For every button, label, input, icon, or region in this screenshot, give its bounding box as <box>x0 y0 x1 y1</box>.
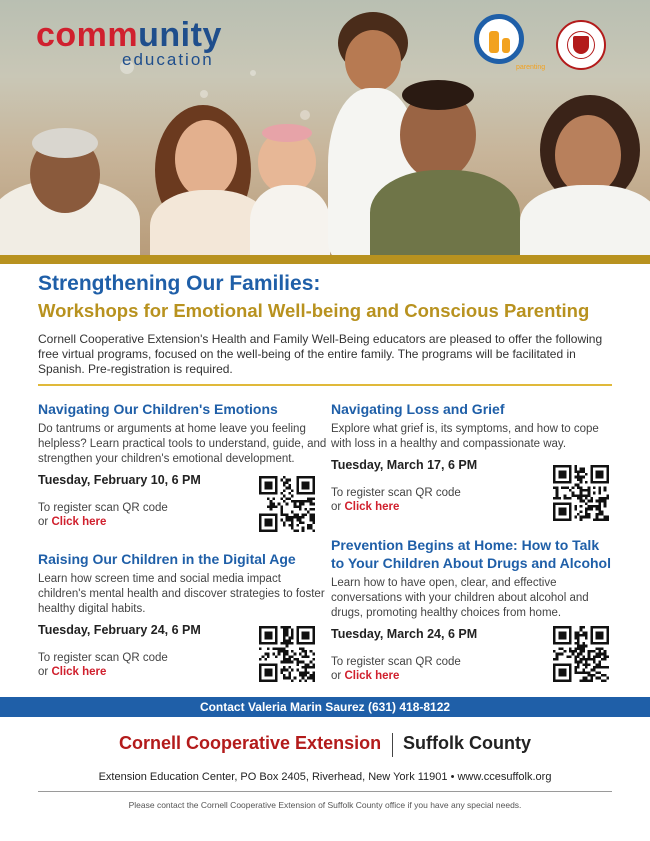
workshop-date: Tuesday, February 24, 6 PM <box>38 623 201 637</box>
organization-address: Extension Education Center, PO Box 2405, Riverhead, New York 11901 • www.ccesuffolk.org <box>98 771 552 783</box>
workshop-date: Tuesday, February 10, 6 PM <box>38 473 201 487</box>
bubble <box>200 90 208 98</box>
footer-note: Please contact the Cornell Cooperative Extension of Suffolk County office if you have any special needs. <box>128 800 522 810</box>
organization-separator <box>392 733 393 757</box>
organization-banner <box>0 733 650 757</box>
hero-photo <box>0 0 650 255</box>
contact-text: Contact Valeria Marin Saurez (631) 418-8122 <box>199 700 451 714</box>
workshop-description: Learn how to have open, clear, and effective conversations with your children about alcohol and drugs, promoting healthy choices from home. <box>331 577 589 619</box>
bubble <box>300 110 310 120</box>
register-instruction: To register scan QR code <box>331 656 461 668</box>
qr-code[interactable] <box>259 626 315 682</box>
or-text: or <box>38 516 49 528</box>
register-link[interactable]: Click here <box>51 516 107 528</box>
qr-code[interactable] <box>259 476 315 532</box>
register-instruction: To register scan QR code <box>38 652 168 664</box>
or-text: or <box>38 666 49 678</box>
parenting-logo-text: parenting <box>516 64 546 71</box>
register-instruction: To register scan QR code <box>331 487 461 499</box>
intro-paragraph: Cornell Cooperative Extension's Health and Family Well-Being educators are pleased to offer the following free virtual programs, focused on the well-being of the entire family. The programs will be facilitated in Spanish. Pre-registration is required. <box>38 332 603 376</box>
organization-county: Suffolk County <box>402 733 531 754</box>
workshop-title: Navigating Loss and Grief <box>331 401 505 417</box>
workshop-date: Tuesday, March 24, 6 PM <box>331 627 478 641</box>
workshop-title: Raising Our Children in the Digital Age <box>38 551 296 567</box>
register-link[interactable]: Click here <box>344 501 400 513</box>
register-link[interactable]: Click here <box>344 670 400 682</box>
workshop-description: Learn how screen time and social media impact children's mental health and discover strategies to foster healthy digital habits. <box>38 573 325 615</box>
page-title: Strengthening Our Families: <box>38 272 321 295</box>
register-instruction: To register scan QR code <box>38 502 168 514</box>
workshop-title: Prevention Begins at Home: How to Talk to Your Children About Drugs and Alcohol <box>331 537 611 571</box>
register-link[interactable]: Click here <box>51 666 107 678</box>
contact-bar <box>0 697 650 717</box>
page-subtitle: Workshops for Emotional Well-being and Conscious Parenting <box>38 300 590 321</box>
or-text: or <box>331 501 342 513</box>
parenting-logo <box>474 14 524 64</box>
logo-text-education: education <box>122 50 214 69</box>
community-education-logo <box>36 18 222 70</box>
qr-code[interactable] <box>553 626 609 682</box>
cornell-university-seal <box>556 20 606 70</box>
or-text: or <box>331 670 342 682</box>
footer-divider <box>38 791 612 792</box>
logo-text-comm: comm <box>36 16 139 54</box>
workshop-title: Navigating Our Children's Emotions <box>38 401 278 417</box>
gold-divider-bar <box>0 255 650 264</box>
qr-code[interactable] <box>553 465 609 521</box>
bubble <box>250 70 256 76</box>
logo-text-unity: unity <box>138 16 222 54</box>
organization-name: Cornell Cooperative Extension <box>119 733 382 754</box>
section-divider <box>38 384 612 386</box>
workshop-description: Explore what grief is, its symptoms, and how to cope with loss in a healthy and compassionate way. <box>331 423 599 450</box>
workshop-date: Tuesday, March 17, 6 PM <box>331 458 478 472</box>
workshop-description: Do tantrums or arguments at home leave you feeling helpless? Learn practical tools to understand, guide, and strengthen your children's emotional development. <box>38 423 327 465</box>
